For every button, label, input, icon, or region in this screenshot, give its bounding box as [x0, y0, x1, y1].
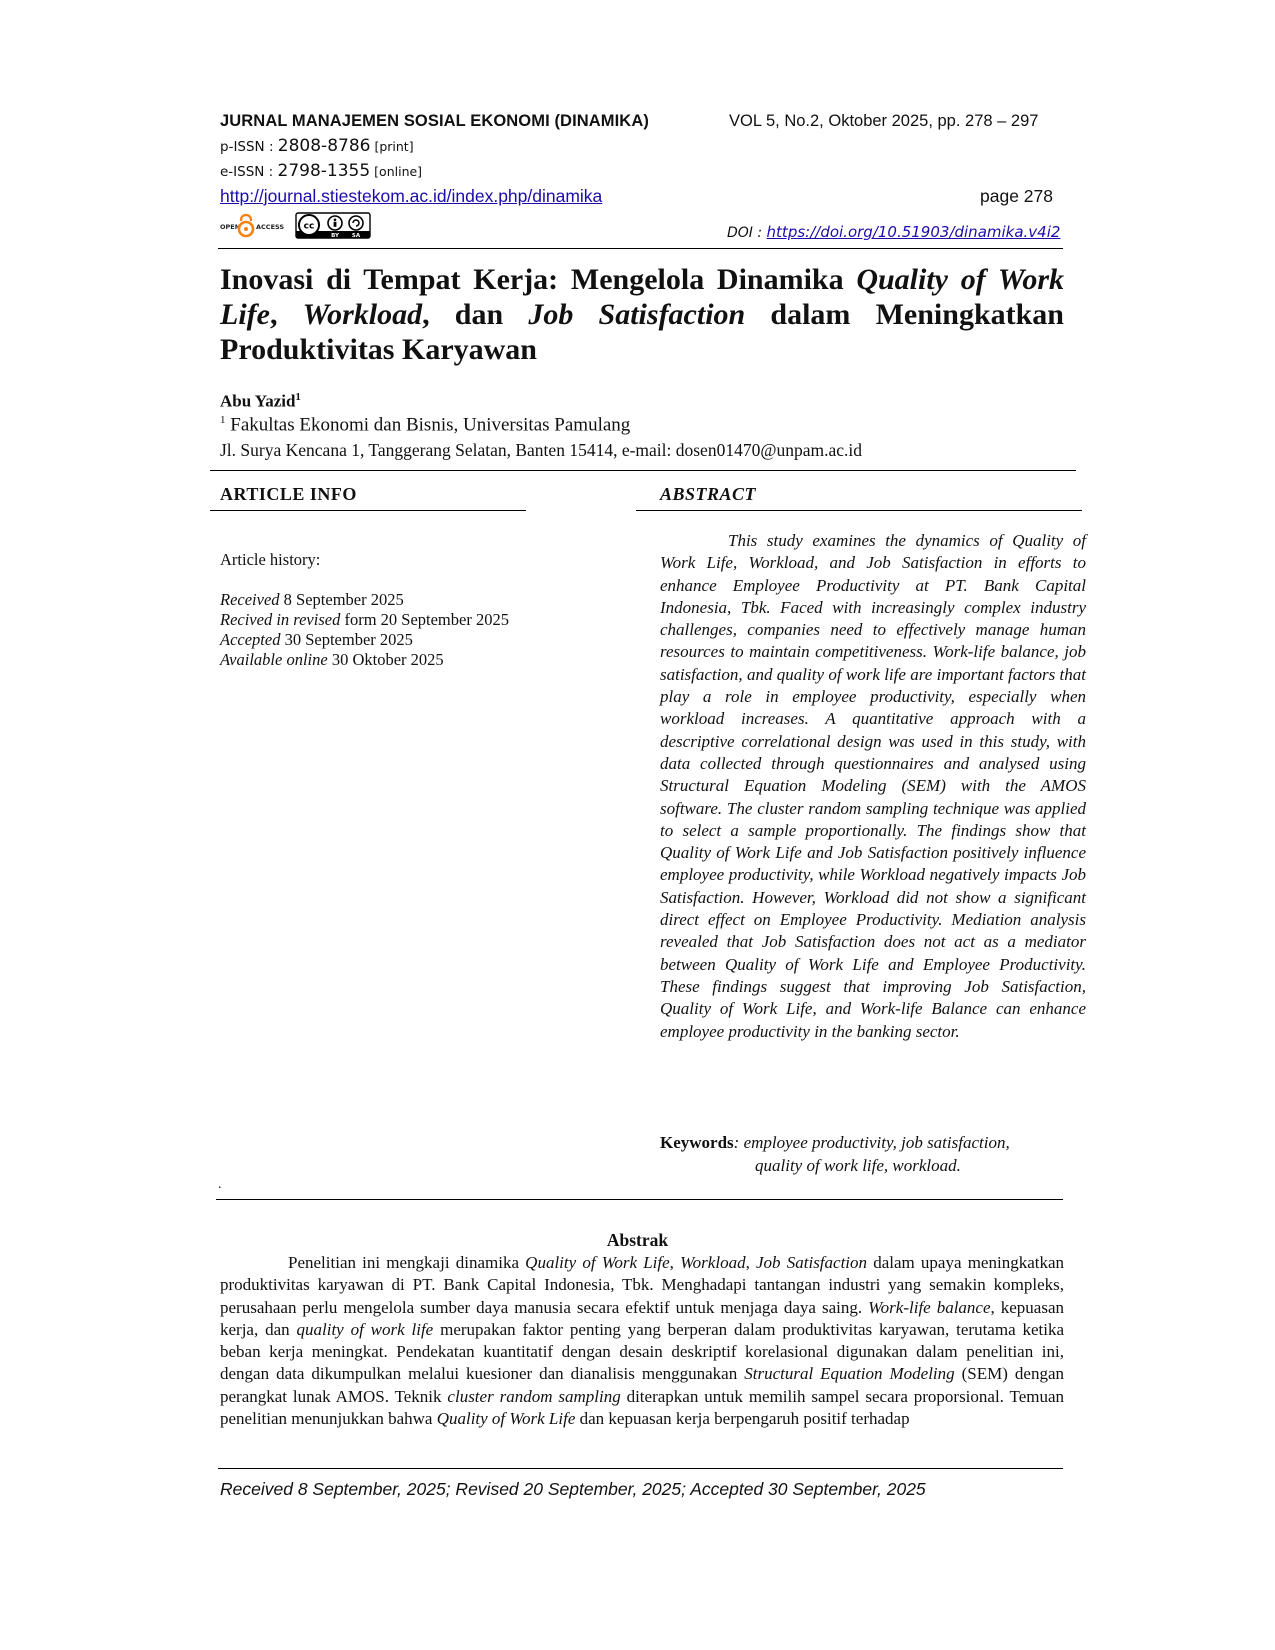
article-title	[220, 262, 1064, 367]
history-revised	[220, 610, 509, 630]
open-access-open-text: OPEN	[220, 223, 241, 231]
open-access-access-text: ACCESS	[256, 223, 285, 231]
abstrak-italic-term: quality of work life	[296, 1319, 434, 1339]
affiliation-superscript: 1	[220, 414, 226, 426]
title-text: Inovasi di Tempat Kerja: Mengelola Dinamika	[220, 263, 857, 296]
abstrak-italic-term: Quality of Work Life	[525, 1253, 670, 1272]
e-issn-label: e-ISSN :	[220, 164, 278, 180]
title-text: dalam Meningkatkan	[745, 298, 1064, 331]
open-access-cc-badge-icon	[220, 212, 372, 240]
volume-info: VOL 5, No.2, Oktober 2025, pp. 278 – 297	[729, 112, 1039, 130]
p-issn-label: p-ISSN :	[220, 139, 278, 155]
keywords-line-1: : employee productivity, job satisfaction,	[733, 1133, 1010, 1152]
title-text: ,	[269, 298, 303, 331]
keywords	[660, 1131, 1080, 1177]
abstrak-italic-term: Quality of Work Life	[436, 1409, 576, 1429]
abstrak-text-segment: Penelitian ini mengkaji dinamika	[288, 1253, 526, 1272]
title-line-2	[220, 297, 1064, 332]
abstrak-italic-term: Job Satisfaction	[756, 1253, 868, 1272]
open-access-lock-icon	[239, 215, 253, 236]
header-rule	[218, 248, 1063, 249]
footer-rule	[218, 1468, 1063, 1469]
e-issn-number: 2798-1355	[277, 161, 371, 181]
title-italic-term: Quality of Work	[856, 263, 1064, 296]
keywords-label: Keywords	[660, 1133, 734, 1152]
history-accepted	[220, 630, 413, 650]
abstrak-text-segment: ,	[669, 1253, 681, 1272]
cc-text: cc	[303, 221, 315, 232]
abstract-rule	[636, 510, 1082, 511]
author-superscript: 1	[295, 391, 301, 403]
abstrak-italic-term: cluster random sampling	[447, 1386, 621, 1406]
author-name	[220, 391, 301, 412]
abstrak-text	[220, 1253, 1064, 1428]
history-item-label: Received	[220, 590, 280, 609]
p-issn-number: 2808-8786	[277, 136, 371, 156]
history-item-value: 30 Oktober 2025	[327, 650, 444, 669]
title-line-3: Produktivitas Karyawan	[220, 333, 537, 366]
title-italic-term: Job Satisfaction	[528, 298, 746, 331]
title-italic-term: Workload	[302, 298, 423, 331]
abstrak-text-segment: diterapkan untuk memilih sampel secara proporsional. Temuan penelitian menunjukkan bahwa	[220, 1386, 1065, 1429]
abstrak-text-segment: , kepuasan kerja, dan	[220, 1297, 1064, 1339]
stray-dot: .	[218, 1177, 222, 1192]
abstrak-text-segment: dan kepuasan kerja berpengaruh positif terhadap	[575, 1409, 910, 1429]
abstrak-text-segment: ,	[745, 1253, 757, 1272]
cc-license-icon	[296, 213, 370, 239]
abstract-body	[660, 530, 1086, 1043]
history-received	[220, 590, 404, 610]
article-info-heading: ARTICLE INFO	[220, 484, 357, 504]
author-affiliation	[220, 414, 630, 436]
abstrak-italic-term: Workload	[680, 1253, 746, 1272]
abstrak-body	[220, 1252, 1064, 1430]
info-top-rule	[210, 470, 1076, 471]
cc-sa-text: SA	[351, 233, 361, 239]
abstract-text: This study examines the dynamics of Quality of Work Life, Workload, and Job Satisfaction in efforts to enhance Employee Productivity at PT. Bank Capital Indonesia, Tbk. Faced with increasingly complex industry challenges, companies need to effectively manage human resources to maintain competitiveness. Work-life balance, job satisfaction, and quality of work life are important factors that play a role in employee productivity, especially when workload increases. A quantitative approach with a descriptive correlational design was used in this study, with data collected through questionnaires and analysed using Structural Equation Modeling (SEM) with the AMOS software. The cluster random sampling technique was applied to select a sample proportionally. The findings show that Quality of Work Life and Job Satisfaction positively influence employee productivity, while Workload negatively impacts Job Satisfaction. However, Workload did not show a significant direct effect on Employee Productivity. Mediation analysis revealed that Job Satisfaction does not act as a mediator between Quality of Work Life and Employee Productivity. These findings suggest that improving Job Satisfaction, Quality of Work Life, and Work-life Balance can enhance employee productivity in the banking sector.	[660, 531, 1086, 1041]
title-line-1	[220, 262, 1064, 297]
cc-by-text: BY	[331, 233, 339, 239]
e-issn-type: [online]	[370, 164, 423, 179]
history-item-label: Accepted	[220, 630, 281, 649]
history-item-label: Recived in revised	[220, 610, 341, 629]
title-italic-term: Life	[220, 298, 270, 331]
article-info-rule	[210, 510, 526, 511]
doi-link[interactable]: https://doi.org/10.51903/dinamika.v4i2	[766, 223, 1061, 241]
abstrak-italic-term: Structural Equation Modeling	[744, 1364, 955, 1384]
author-name-text: Abu Yazid	[220, 391, 296, 411]
abstrak-text-segment: merupakan faktor penting yang berperan dalam produktivitas karyawan, terutama ketika beban kerja meningkat. Pendekatan kuantitatif dengan desain deskriptif korelasional digunakan dalam penelitian ini, dengan data dikumpulkan melalui kuesioner dan dianalisis menggunakan	[220, 1319, 1065, 1384]
history-item-value: 8 September 2025	[279, 590, 404, 609]
affiliation-text: Fakultas Ekonomi dan Bisnis, Universitas Pamulang	[225, 414, 631, 436]
journal-url-link[interactable]: http://journal.stiestekom.ac.id/index.php/dinamika	[220, 186, 603, 206]
footer-dates: Received 8 September, 2025; Revised 20 September, 2025; Accepted 30 September, 2025	[220, 1479, 926, 1499]
page-number: page 278	[980, 186, 1053, 206]
journal-name: JURNAL MANAJEMEN SOSIAL EKONOMI (DINAMIKA)	[220, 112, 649, 130]
history-available-online	[220, 650, 444, 670]
history-item-label: Available online	[220, 650, 328, 669]
author-address: Jl. Surya Kencana 1, Tanggerang Selatan, Banten 15414, e-mail: dosen01470@unpam.ac.id	[220, 440, 862, 460]
e-issn	[220, 161, 422, 181]
abstrak-italic-term: Work-life balance	[868, 1297, 991, 1317]
doi-line	[727, 223, 1060, 241]
abstrak-text-segment: (SEM) dengan perangkat lunak AMOS. Teknik	[220, 1364, 1064, 1406]
abstrak-heading: Abstrak	[606, 1230, 669, 1250]
p-issn-type: [print]	[370, 139, 414, 154]
abstract-bottom-rule	[216, 1199, 1063, 1200]
history-item-value: 30 September 2025	[280, 630, 413, 649]
title-text: , dan	[422, 298, 529, 331]
abstrak-text-segment: dalam upaya meningkatkan produktivitas karyawan di PT. Bank Capital Indonesia, Tbk. Menghadapi tantangan industri yang semakin kompleks, perusahaan perlu mengelola sumber daya manusia secara efektif untuk menjaga daya saing.	[220, 1253, 1065, 1317]
p-issn	[220, 136, 414, 156]
doi-label: DOI :	[727, 225, 767, 241]
keywords-line-2: quality of work life, workload.	[755, 1156, 961, 1175]
history-item-value: form 20 September 2025	[340, 610, 509, 629]
abstract-heading: ABSTRACT	[660, 484, 757, 504]
article-history-label: Article history:	[220, 550, 321, 569]
